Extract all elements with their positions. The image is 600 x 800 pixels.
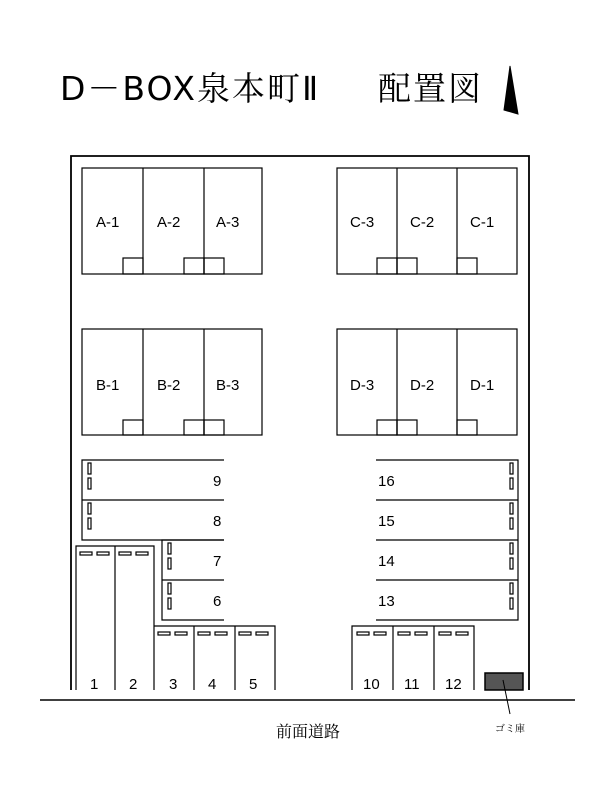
parking-number: 4: [208, 676, 217, 693]
unit-label: B-3: [216, 377, 240, 394]
parking-number: 8: [213, 513, 222, 530]
parking-number: 6: [213, 593, 222, 610]
unit-label: B-2: [157, 377, 181, 394]
road-label: 前面道路: [276, 722, 341, 741]
parking-number: 9: [213, 473, 222, 490]
unit-label: B-1: [96, 377, 120, 394]
unit-label: D-3: [350, 377, 375, 394]
site-boundary: [71, 156, 529, 690]
unit-label: C-1: [470, 214, 495, 231]
north-arrow-icon: [488, 64, 536, 120]
page-title: D－BOX泉本町Ⅱ: [60, 69, 321, 108]
unit-label: D-1: [470, 377, 495, 394]
parking-number: 14: [378, 553, 395, 570]
parking-number: 5: [249, 676, 258, 693]
parking-number: 11: [404, 676, 420, 693]
garbage-label: ゴミ庫: [495, 724, 525, 735]
parking-number: 10: [363, 676, 380, 693]
parking-left-upper: [82, 460, 224, 540]
unit-label: A-1: [96, 214, 120, 231]
parking-number: 7: [213, 553, 222, 570]
garbage-shed: [485, 673, 523, 690]
parking-number: 16: [378, 473, 395, 490]
unit-label: A-3: [216, 214, 240, 231]
parking-number: 2: [129, 676, 138, 693]
parking-number: 12: [445, 676, 462, 693]
unit-label: C-2: [410, 214, 435, 231]
page-subtitle: 配置図: [378, 69, 483, 108]
parking-bottom-left-tall: [76, 546, 154, 690]
parking-number: 3: [169, 676, 178, 693]
unit-label: A-2: [157, 214, 181, 231]
unit-label: C-3: [350, 214, 375, 231]
parking-number: 15: [378, 513, 395, 530]
parking-number: 13: [378, 593, 395, 610]
parking-right: [376, 460, 518, 620]
unit-label: D-2: [410, 377, 435, 394]
parking-number: 1: [90, 676, 99, 693]
